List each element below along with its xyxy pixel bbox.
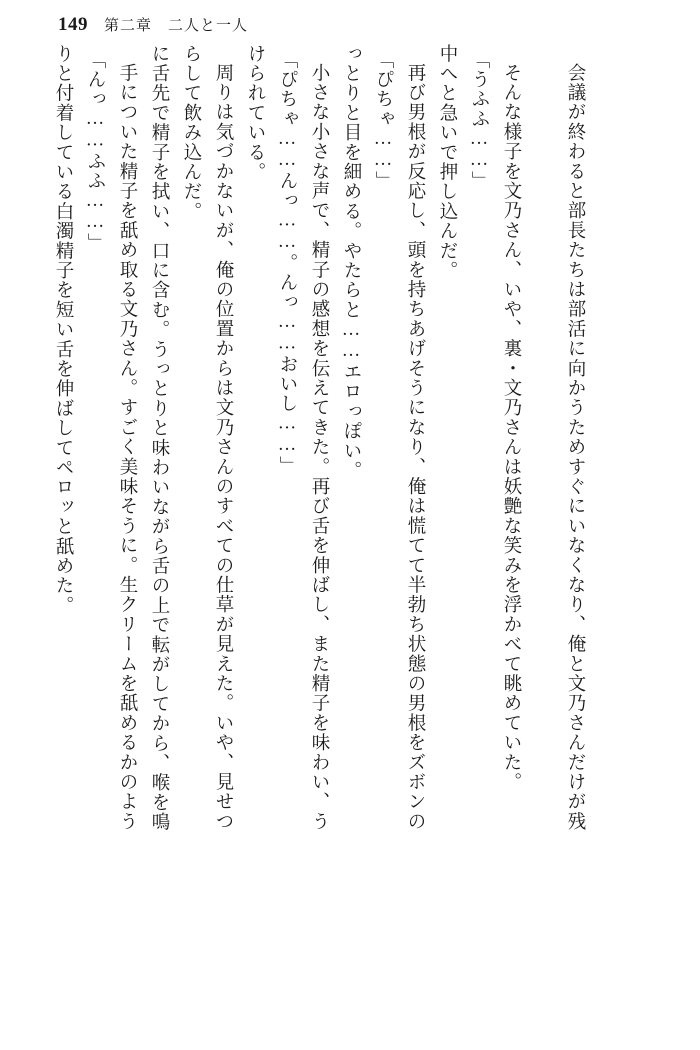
text-column: 「ぴちゃ……」 bbox=[373, 50, 393, 191]
text-column: 「んっ……ふふ……」 bbox=[85, 50, 105, 253]
text-column bbox=[520, 44, 552, 1009]
text-column: そんな様子を文乃さん、いや、裏・文乃さんは妖艶な笑みを浮かべて眺めていた。 bbox=[501, 63, 521, 792]
text-column: 再び男根が反応し、頭を持ちあげそうになり、俺は慌てて半勃ち状態の男根をズボンの bbox=[405, 63, 425, 832]
text-column: に舌先で精子を拭い、口に含む。うっとりと味わいながら舌の上で転がしてから、喉を鳴 bbox=[149, 44, 169, 833]
text-column: 周りは気づかないが、俺の位置からは文乃さんのすべての仕草が見えた。いや、見せつ bbox=[213, 63, 233, 832]
text-column: 「ぴちゃ……んっ……。んっ……おいし……」 bbox=[277, 50, 297, 476]
text-column: 小さな小さな声で、精子の感想を伝えてきた。再び舌を伸ばし、また精子を味わい、う bbox=[309, 63, 329, 832]
chapter-title: 第二章 二人と一人 bbox=[104, 18, 249, 34]
text-column: 「うふふ……」 bbox=[469, 50, 489, 191]
text-column: りと付着している白濁精子を短い舌を伸ばしてペロッと舐めた。 bbox=[53, 44, 73, 616]
text-column: 中へと急いで押し込んだ。 bbox=[437, 44, 457, 281]
text-column: らして飲み込んだ。 bbox=[181, 44, 201, 222]
vertical-body-text bbox=[40, 44, 660, 1030]
page-number: 149 bbox=[58, 14, 88, 35]
text-column: っとりと目を細める。やたらと……エロっぽい。 bbox=[341, 44, 361, 481]
running-header bbox=[58, 14, 248, 36]
text-column: 会議が終わると部長たちは部活に向かうためすぐにいなくなり、俺と文乃さんだけが残 bbox=[565, 63, 585, 832]
text-column: けられている。 bbox=[245, 44, 265, 182]
text-column: 手についた精子を舐め取る文乃さん。すごく美味そうに。生クリームを舐めるかのよう bbox=[117, 63, 137, 832]
